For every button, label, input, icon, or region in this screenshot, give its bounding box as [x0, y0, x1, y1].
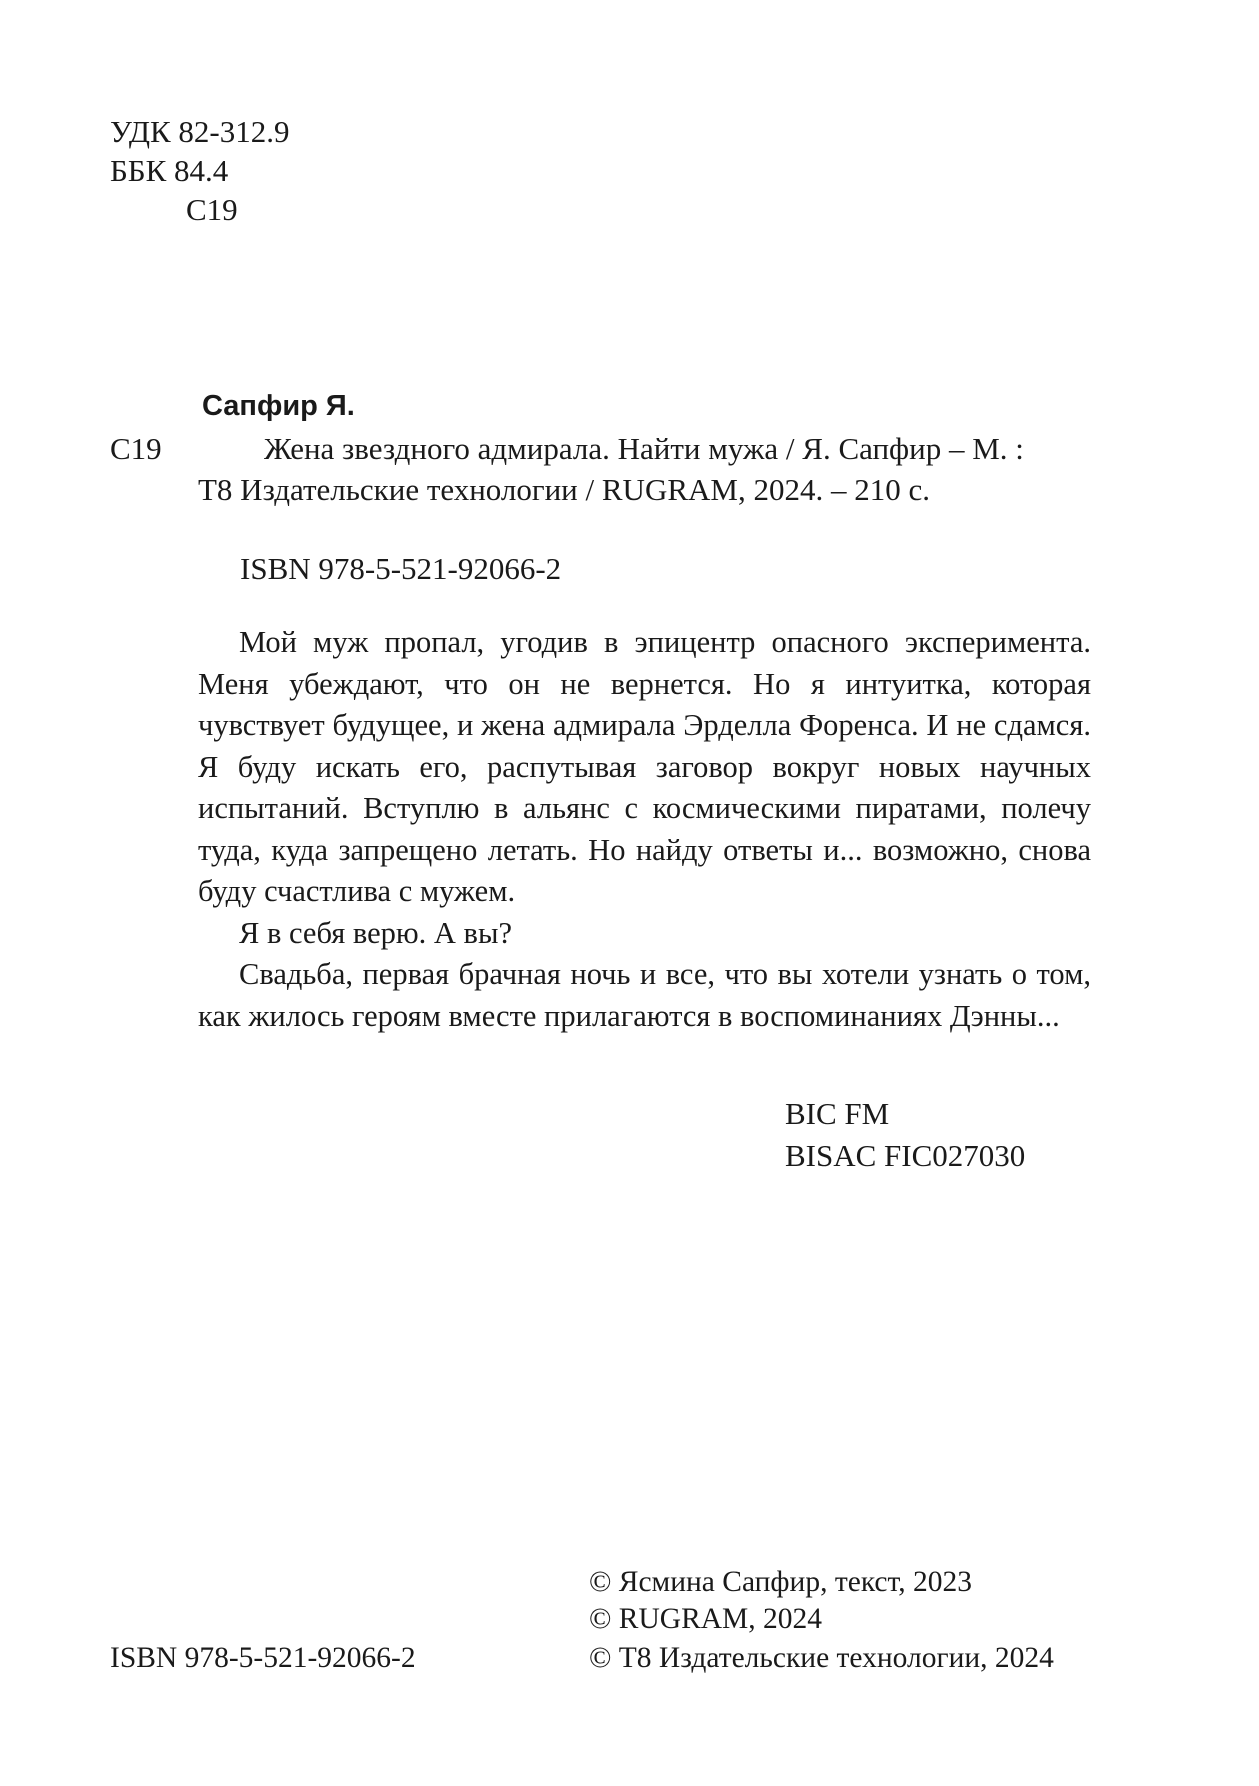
- bibliography-title-line: Жена звездного адмирала. Найти мужа / Я. Сапфир – М. :: [264, 431, 1024, 466]
- bisac-code: BISAC FIC027030: [785, 1138, 1026, 1173]
- annotation-paragraph: Мой муж пропал, угодив в эпицентр опасного эксперимента. Меня убеждают, что он не вернется. Но я интуитка, которая чувствует будущее, и жена адмирала Эрделла Форенса. И не сдамся. Я буду искать его, распутывая заговор вокруг новых научных испытаний. Вступлю в альянс с космическими пиратами, полечу туда, куда запрещено летать. Но найду ответы и... возможно, снова буду счастлива с мужем.: [198, 625, 1091, 908]
- bbk-code: ББК 84.4: [110, 153, 229, 188]
- bibliography-isbn: ISBN 978-5-521-92066-2: [240, 551, 562, 586]
- footer-isbn: ISBN 978-5-521-92066-2: [110, 1642, 416, 1674]
- bibliography-publisher-line: Т8 Издательские технологии / RUGRAM, 2024. – 210 с.: [198, 472, 930, 507]
- annotation-paragraph: Свадьба, первая брачная ночь и все, что вы хотели узнать о том, как жилось героям вместе прилагаются в воспоминаниях Дэнны...: [198, 957, 1091, 1033]
- bic-code: BIC FM: [785, 1096, 890, 1131]
- copyright-author: © Ясмина Сапфир, текст, 2023: [589, 1566, 972, 1598]
- bibliography-code: С19: [110, 431, 162, 466]
- author-mark: С19: [186, 192, 238, 227]
- author-name: Сапфир Я.: [202, 390, 355, 422]
- udk-code: УДК 82-312.9: [110, 114, 290, 149]
- copyright-publisher: © Т8 Издательские технологии, 2024: [589, 1642, 1054, 1674]
- annotation-paragraph: Я в себя верю. А вы?: [239, 915, 512, 950]
- annotation: [198, 622, 1091, 1037]
- copyright-rugram: © RUGRAM, 2024: [589, 1603, 823, 1635]
